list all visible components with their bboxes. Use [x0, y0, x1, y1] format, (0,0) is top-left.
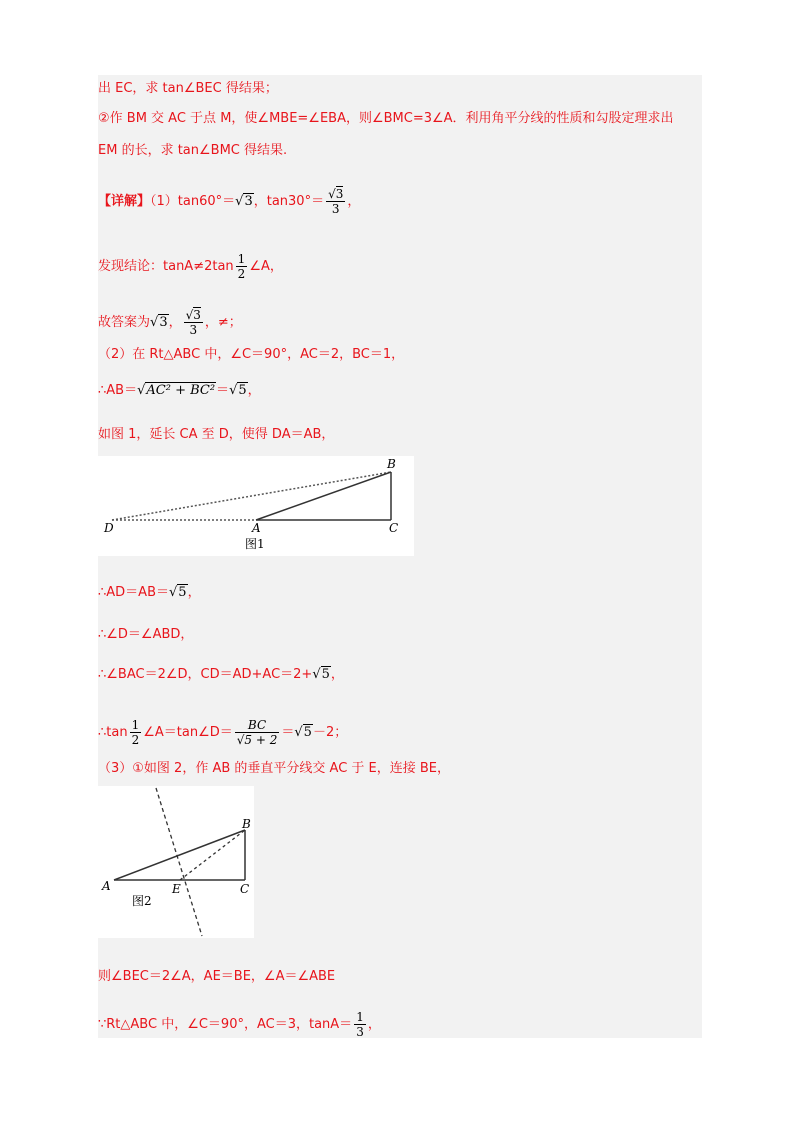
fraction-bc-over-root5-plus-2: $\frac{BC}{√5 + 2}$ — [236, 718, 278, 747]
segment-BE — [180, 830, 245, 880]
fraction-one-half: $\frac{1}{2}$ — [131, 718, 140, 747]
text-line-10: ∴AD＝AB＝√5， — [98, 585, 201, 600]
text-line-9: 如图 1，延长 CA 至 D，使得 DA＝AB， — [98, 427, 335, 442]
fraction-one-third: $\frac{1}{3}$ — [356, 1010, 364, 1039]
label-C: C — [240, 882, 250, 896]
sqrt-3: √3 — [235, 194, 253, 209]
text-line-5: 发现结论：tanA≠2tan $\frac{1}{2}$ ∠A， — [98, 252, 283, 281]
text-line-4: 【详解】（1）tan60°＝√3，tan30°＝ $\frac{√3}{3}$ ， — [98, 187, 361, 216]
figure-2-caption: 图2 — [132, 894, 152, 908]
text-line-14: （3）①如图 2，作 AB 的垂直平分线交 AC 于 E，连接 BE， — [98, 761, 451, 776]
label-D: D — [104, 521, 114, 535]
text-line-11: ∴∠D＝∠ABD， — [98, 627, 194, 642]
figure-1 — [98, 456, 414, 556]
segment-AB — [256, 472, 391, 520]
text-line-12: ∴∠BAC＝2∠D，CD＝AD+AC＝2+√5， — [98, 667, 344, 682]
figure-1-caption: 图1 — [245, 537, 265, 551]
figure-1-diagram — [98, 456, 414, 556]
text-line-13: ∴tan $\frac{1}{2}$ ∠A＝tan∠D＝ $\frac{BC}{√5 + 2}$ ＝√5－2； — [98, 718, 348, 747]
text-line-1: 出 EC，求 tan∠BEC 得结果； — [98, 81, 278, 96]
text-line-15: 则∠BEC＝2∠A，AE＝BE，∠A＝∠ABE — [98, 969, 336, 984]
fraction-sqrt3-over-3: $\frac{√3}{3}$ — [185, 308, 201, 337]
sqrt-sum-of-squares: √AC² + BC² — [137, 383, 216, 398]
label-C: C — [389, 521, 399, 535]
text-line-2: ②作 BM 交 AC 于点 M，使∠MBE=∠EBA，则∠BMC=3∠A．利用角平分线的性质和勾股定理求出 — [98, 111, 674, 126]
detail-tag: 【详解】 — [98, 194, 151, 209]
segment-DB — [112, 472, 391, 520]
segment-AB — [114, 830, 245, 880]
text-line-3: EM 的长，求 tan∠BMC 得结果. — [98, 143, 288, 158]
text-line-7: （2）在 Rt△ABC 中，∠C＝90°，AC＝2，BC＝1， — [98, 347, 405, 362]
label-A: A — [252, 521, 261, 535]
fraction-sqrt3-over-3: $\frac{√3}{3}$ — [328, 187, 344, 216]
label-E: E — [172, 882, 181, 896]
label-B: B — [387, 457, 396, 471]
text-line-16: ∵Rt△ABC 中，∠C＝90°，AC＝3，tanA＝ $\frac{1}{3}$ ， — [98, 1010, 381, 1039]
label-A: A — [102, 879, 111, 893]
text-line-8: ∴AB＝√AC² + BC²＝√5， — [98, 383, 261, 398]
text-line-6: 故答案为√3， $\frac{√3}{3}$ ，≠； — [98, 308, 242, 337]
figure-2 — [98, 786, 254, 938]
fraction-one-half: $\frac{1}{2}$ — [237, 252, 246, 281]
figure-2-diagram — [98, 786, 254, 938]
label-B: B — [242, 817, 251, 831]
